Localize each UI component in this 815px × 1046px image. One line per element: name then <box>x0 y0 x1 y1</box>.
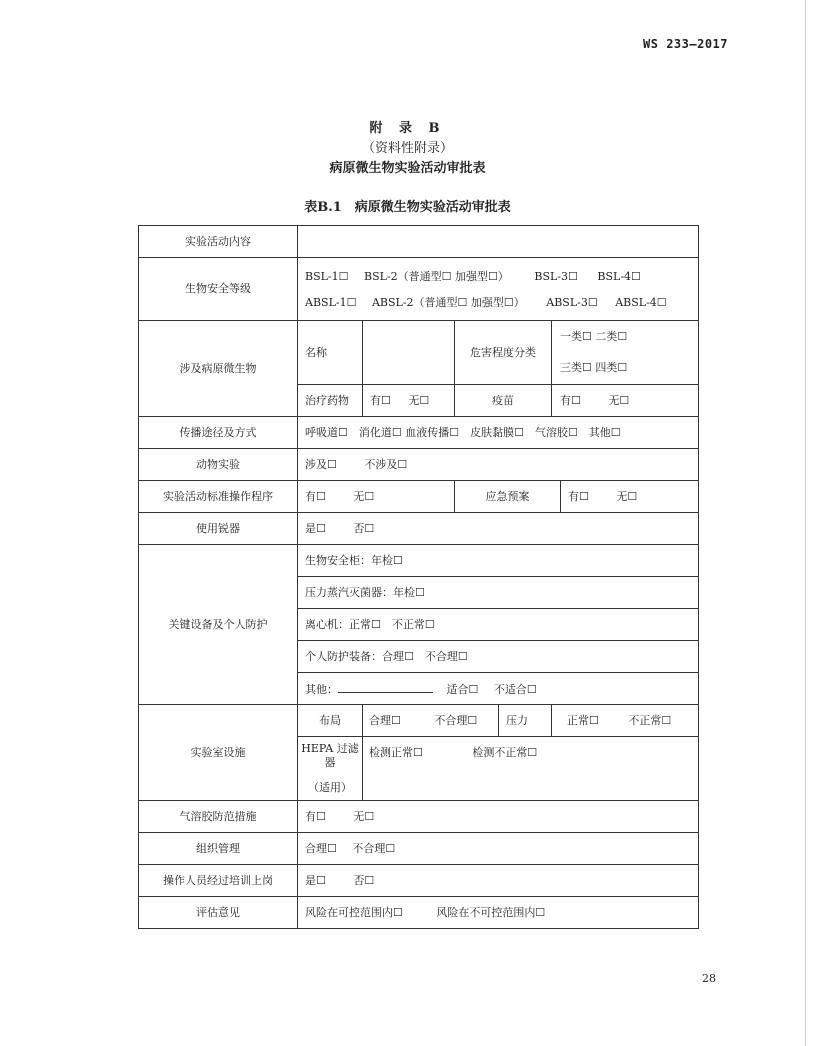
absl1-checkbox[interactable]: ABSL-1☐ <box>305 296 357 309</box>
sop-no-checkbox[interactable]: 无☐ <box>353 489 375 503</box>
label-animal: 动物实验 <box>139 449 298 481</box>
animal-yes-checkbox[interactable]: 涉及☐ <box>305 457 337 471</box>
vaccine-label: 疫苗 <box>455 385 552 417</box>
label-biosafety: 生物安全等级 <box>139 258 298 321</box>
label-aerosol: 气溶胶防范措施 <box>139 801 298 833</box>
risk-uncontrollable-checkbox[interactable]: 风险在不可控范围内☐ <box>436 905 546 919</box>
activity-value[interactable] <box>298 226 699 258</box>
appendix-nature: （资料性附录） <box>361 141 453 156</box>
table-caption: 表B.1 病原微生物实验活动审批表 <box>304 200 511 215</box>
row-equipment-bsc <box>139 545 699 577</box>
row-aerosol <box>139 801 699 833</box>
sharps-no-checkbox[interactable]: 否☐ <box>353 521 375 535</box>
pressure-bad-checkbox[interactable]: 不正常☐ <box>628 713 672 727</box>
training-no-checkbox[interactable]: 否☐ <box>353 873 375 887</box>
label-training: 操作人员经过培训上岗 <box>139 865 298 897</box>
autoclave-check[interactable]: 压力蒸汽灭菌器：年检☐ <box>298 577 699 609</box>
label-route: 传播途径及方式 <box>139 417 298 449</box>
emergency-no-checkbox[interactable]: 无☐ <box>616 489 638 503</box>
row-pathogen <box>139 321 699 385</box>
bsl1-checkbox[interactable]: BSL-1☐ <box>305 270 349 284</box>
hepa-bad-checkbox[interactable]: 检测不正常☐ <box>472 746 538 759</box>
pressure-ok-checkbox[interactable]: 正常☐ <box>567 713 599 727</box>
pathogen-name-value[interactable] <box>363 321 455 385</box>
label-facility: 实验室设施 <box>139 705 298 801</box>
drug-label: 治疗药物 <box>298 385 363 417</box>
emergency-yes-checkbox[interactable]: 有☐ <box>568 489 589 503</box>
hepa-ok-checkbox[interactable]: 检测正常☐ <box>369 746 423 759</box>
bsl4-checkbox[interactable]: BSL-4☐ <box>597 270 641 284</box>
row-sop <box>139 481 699 513</box>
row-org <box>139 833 699 865</box>
pathogen-name-label: 名称 <box>298 321 363 385</box>
other-suitable-checkbox[interactable]: 适合☐ <box>446 682 479 696</box>
hazard-class-1-2[interactable]: 一类☐ 二类☐ <box>560 329 628 343</box>
drug-no-checkbox[interactable]: 无☐ <box>408 393 430 407</box>
biosafety-line-1 <box>305 266 691 290</box>
label-pathogen: 涉及病原微生物 <box>139 321 298 417</box>
row-animal <box>139 449 699 481</box>
vaccine-no-checkbox[interactable]: 无☐ <box>608 393 630 407</box>
label-sop: 实验活动标准操作程序 <box>139 481 298 513</box>
vaccine-yes-checkbox[interactable]: 有☐ <box>560 393 581 407</box>
label-equipment: 关键设备及个人防护 <box>139 545 298 705</box>
route-options[interactable]: 呼吸道☐ 消化道☐ 血液传播☐ 皮肤黏膜☐ 气溶胶☐ 其他☐ <box>298 417 699 449</box>
appendix-title: 附 录 B <box>369 121 446 136</box>
sop-yes-checkbox[interactable]: 有☐ <box>305 489 326 503</box>
emergency-plan-label: 应急预案 <box>455 481 561 513</box>
pressure-label: 压力 <box>499 705 552 737</box>
layout-label: 布局 <box>298 705 363 737</box>
hazard-class-3-4[interactable]: 三类☐ 四类☐ <box>560 361 628 375</box>
row-training <box>139 865 699 897</box>
approval-form-table <box>138 225 699 929</box>
org-ok-checkbox[interactable]: 合理☐ <box>305 841 337 855</box>
hepa-label: HEPA 过滤器 <box>301 742 359 770</box>
aerosol-no-checkbox[interactable]: 无☐ <box>353 809 375 823</box>
row-sharps <box>139 513 699 545</box>
bsc-check[interactable]: 生物安全柜：年检☐ <box>298 545 699 577</box>
label-org: 组织管理 <box>139 833 298 865</box>
row-activity <box>139 226 699 258</box>
biosafety-line-2 <box>305 290 691 312</box>
ppe-check[interactable]: 个人防护装备：合理☐ 不合理☐ <box>298 641 699 673</box>
row-facility-layout <box>139 705 699 737</box>
bsl3-checkbox[interactable]: BSL-3☐ <box>534 270 578 284</box>
label-activity: 实验活动内容 <box>139 226 298 258</box>
aerosol-yes-checkbox[interactable]: 有☐ <box>305 809 326 823</box>
row-biosafety <box>139 258 699 321</box>
other-unsuitable-checkbox[interactable]: 不适合☐ <box>493 682 537 696</box>
appendix-name: 病原微生物实验活动审批表 <box>329 161 486 176</box>
label-assessment: 评估意见 <box>139 897 298 929</box>
org-bad-checkbox[interactable]: 不合理☐ <box>352 841 396 855</box>
absl2-checkbox[interactable]: ABSL-2（普通型☐ 加强型☐） <box>371 296 525 309</box>
absl4-checkbox[interactable]: ABSL-4☐ <box>615 296 667 309</box>
layout-bad-checkbox[interactable]: 不合理☐ <box>434 713 478 727</box>
layout-ok-checkbox[interactable]: 合理☐ <box>369 713 401 727</box>
training-yes-checkbox[interactable]: 是☐ <box>305 873 326 887</box>
other-label: 其他： <box>305 682 338 696</box>
centrifuge-check[interactable]: 离心机：正常☐ 不正常☐ <box>298 609 699 641</box>
row-assessment <box>139 897 699 929</box>
hazard-class-label: 危害程度分类 <box>455 321 552 385</box>
bsl2-checkbox[interactable]: BSL-2（普通型☐ 加强型☐） <box>364 270 509 284</box>
page-number: 28 <box>702 972 716 985</box>
label-sharps: 使用锐器 <box>139 513 298 545</box>
animal-no-checkbox[interactable]: 不涉及☐ <box>364 457 408 471</box>
sharps-yes-checkbox[interactable]: 是☐ <box>305 521 326 535</box>
standard-code: WS 233—2017 <box>643 37 728 51</box>
hepa-applicable-label: （适用） <box>308 780 352 794</box>
row-route <box>139 417 699 449</box>
risk-controllable-checkbox[interactable]: 风险在可控范围内☐ <box>305 905 403 919</box>
absl3-checkbox[interactable]: ABSL-3☐ <box>546 296 598 309</box>
drug-yes-checkbox[interactable]: 有☐ <box>370 393 391 407</box>
other-input-line[interactable] <box>338 681 433 693</box>
